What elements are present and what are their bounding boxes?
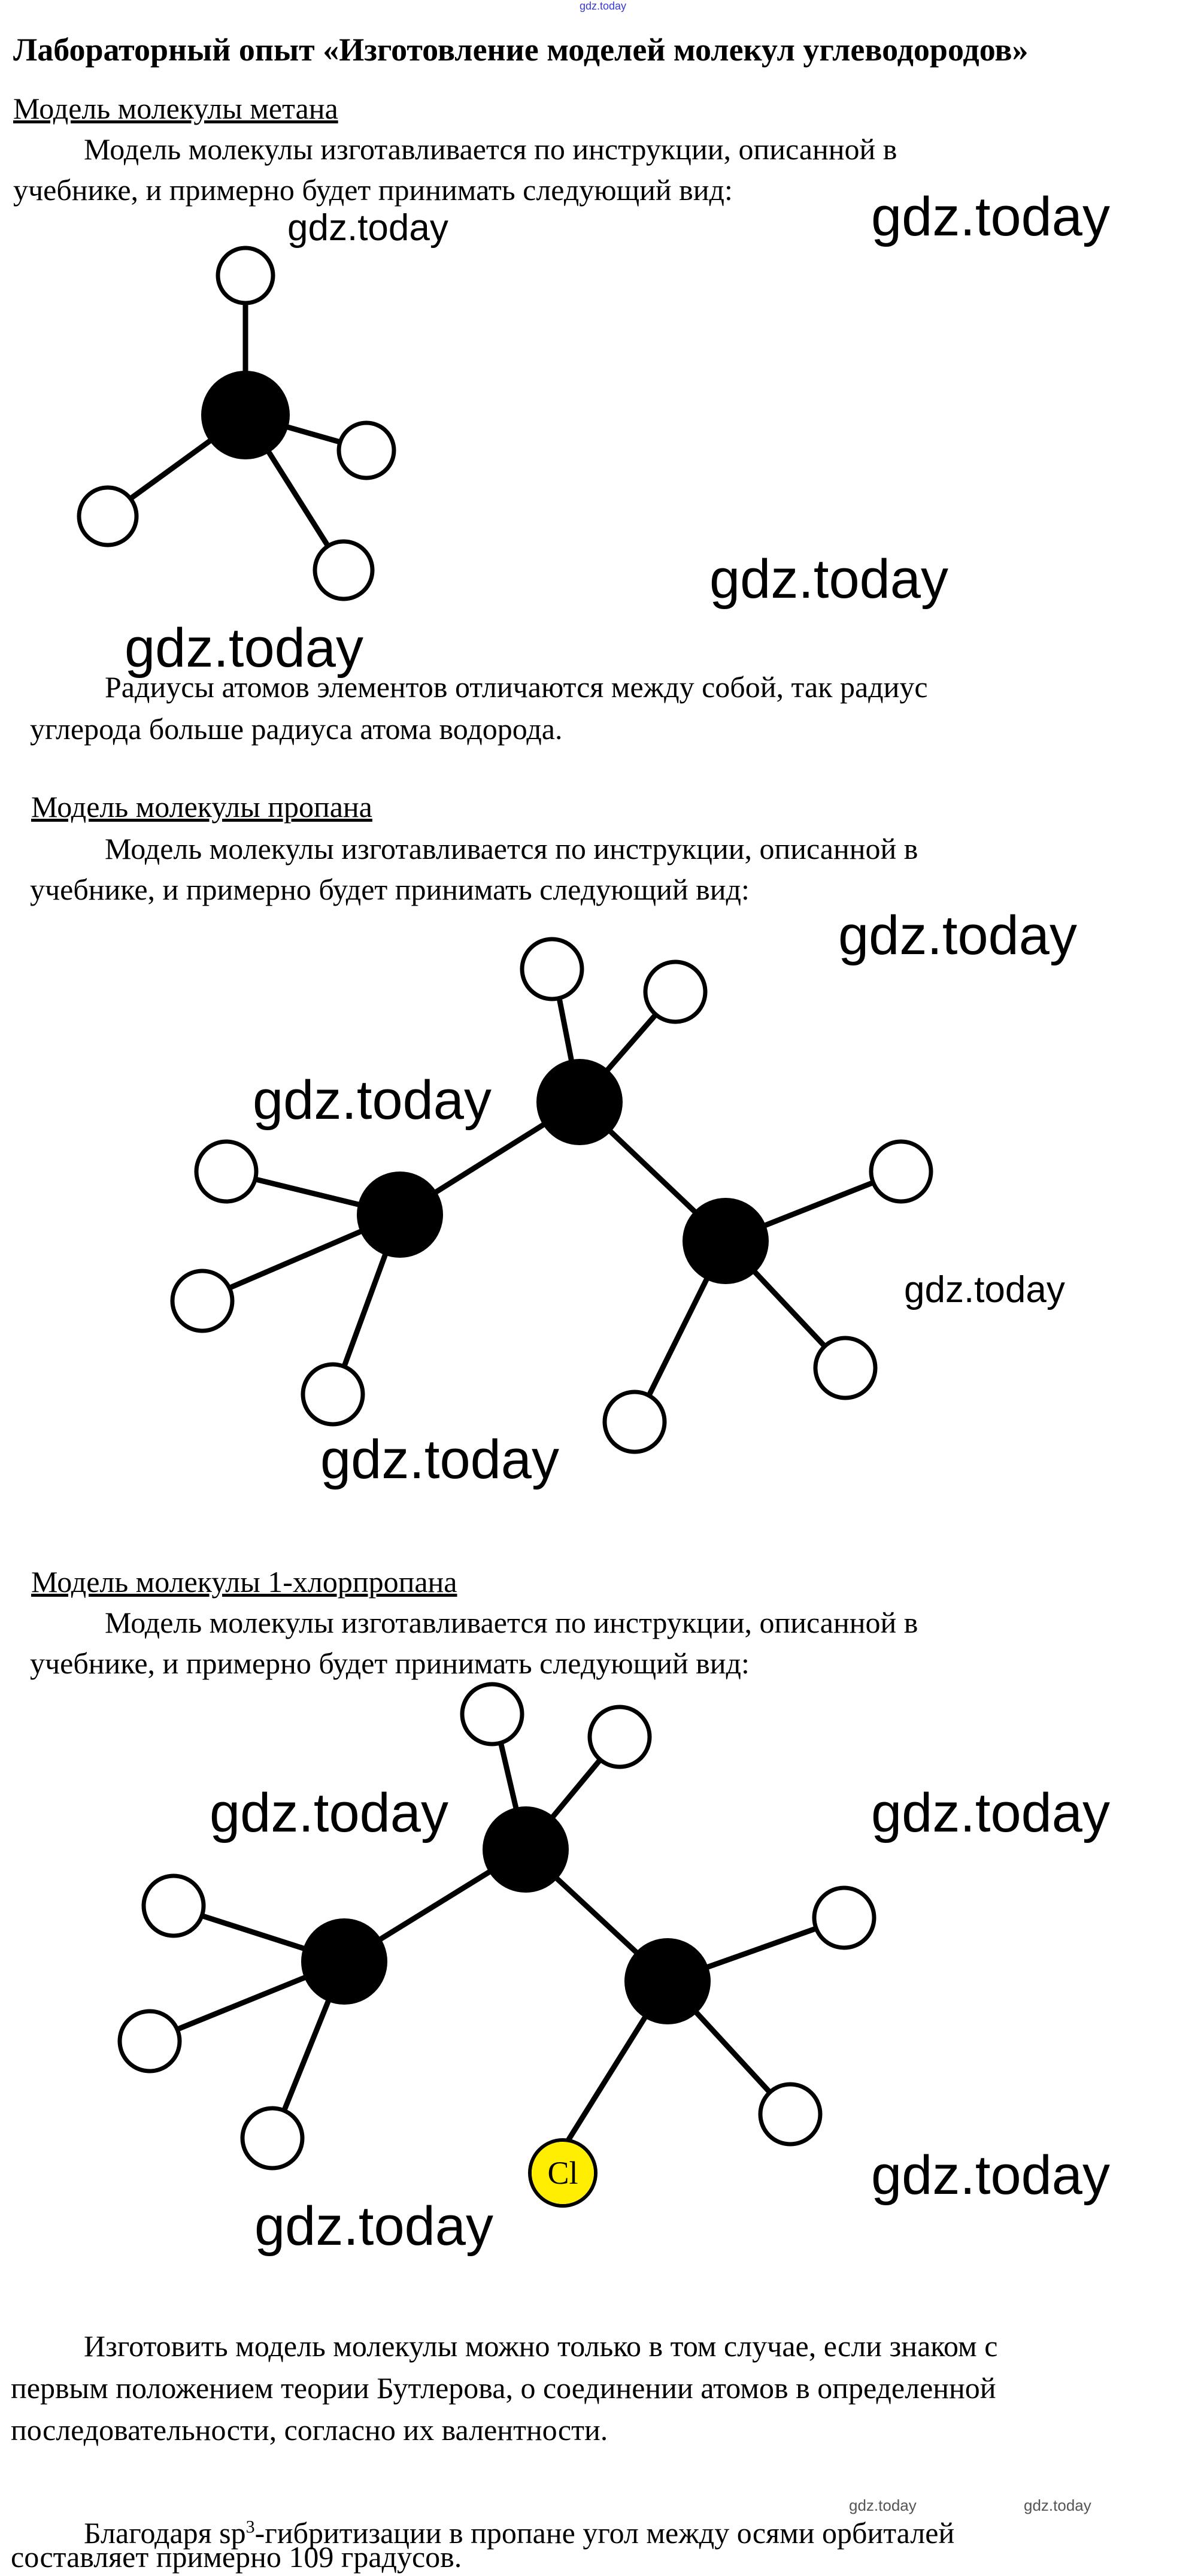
- hybridization-suffix: -гибритизации в пропане угол между осями орбиталей: [254, 2516, 955, 2550]
- methane-note-line2: углерода больше радиуса атома водорода.: [30, 712, 563, 746]
- hydrogen-atom: [242, 2108, 302, 2168]
- watermark: gdz.today: [904, 1269, 1065, 1310]
- chlorine-atom: [528, 2138, 598, 2208]
- propane-intro-line1: Модель молекулы изготавливается по инструкции, описанной в: [105, 832, 918, 865]
- methane-intro-line1: Модель молекулы изготавливается по инструкции, описанной в: [84, 132, 897, 166]
- propane-intro-line2: учебнике, и примерно будет принимать следующий вид:: [30, 873, 750, 906]
- watermark: gdz.today: [287, 207, 448, 249]
- watermark: gdz.today: [254, 2196, 493, 2257]
- watermark: gdz.today: [1024, 2496, 1091, 2514]
- chloropropane-intro-line2: учебнике, и примерно будет принимать следующий вид:: [30, 1646, 750, 1680]
- chloropropane-intro-line1: Модель молекулы изготавливается по инструкции, описанной в: [105, 1606, 918, 1639]
- chloropropane-heading: Модель молекулы 1-хлорпропана: [31, 1565, 457, 1599]
- watermark: gdz.today: [320, 1429, 559, 1490]
- watermark: gdz.today: [838, 905, 1077, 966]
- watermark: gdz.today: [871, 186, 1110, 247]
- conclusion-line3: последовательности, согласно их валентности.: [11, 2413, 608, 2447]
- hydrogen-atom: [760, 2084, 820, 2144]
- hybridization-prefix: Благодаря sp: [84, 2516, 246, 2550]
- watermark: gdz.today: [871, 2145, 1110, 2206]
- hydrogen-atom: [144, 1876, 204, 1936]
- watermark: gdz.today: [709, 549, 948, 610]
- hydrogen-atom: [590, 1707, 650, 1767]
- watermark: gdz.today: [253, 1070, 492, 1131]
- hydrogen-atom: [462, 1684, 522, 1744]
- conclusion-line2: первым положением теории Бутлерова, о соединении атомов в определенной: [11, 2371, 996, 2405]
- hydrogen-atom: [120, 2011, 180, 2071]
- carbon-atom: [624, 1938, 711, 2024]
- hybridization-line2: составляет примерно 109 градусов.: [11, 2540, 462, 2574]
- page-title: Лабораторный опыт «Изготовление моделей молекул углеводородов»: [13, 32, 1029, 68]
- watermark: gdz.today: [849, 2496, 917, 2514]
- watermark: gdz.today: [210, 1782, 448, 1844]
- top-watermark: gdz.today: [580, 0, 627, 12]
- watermark: gdz.today: [871, 1782, 1110, 1844]
- propane-heading: Модель молекулы пропана: [31, 790, 372, 824]
- hydrogen-atom: [814, 1888, 874, 1948]
- watermark: gdz.today: [125, 617, 363, 679]
- carbon-atom: [483, 1806, 569, 1893]
- methane-intro-line2: учебнике, и примерно будет принимать следующий вид:: [13, 173, 733, 207]
- chlorine-label: Cl: [547, 2155, 578, 2191]
- carbon-atom: [301, 1918, 387, 2005]
- hybridization-superscript: 3: [245, 2517, 255, 2537]
- methane-heading: Модель молекулы метана: [13, 92, 338, 125]
- methane-note-line1: Радиусы атомов элементов отличаются между собой, так радиус: [105, 670, 928, 704]
- conclusion-line1: Изготовить модель молекулы можно только в том случае, если знаком с: [84, 2329, 998, 2363]
